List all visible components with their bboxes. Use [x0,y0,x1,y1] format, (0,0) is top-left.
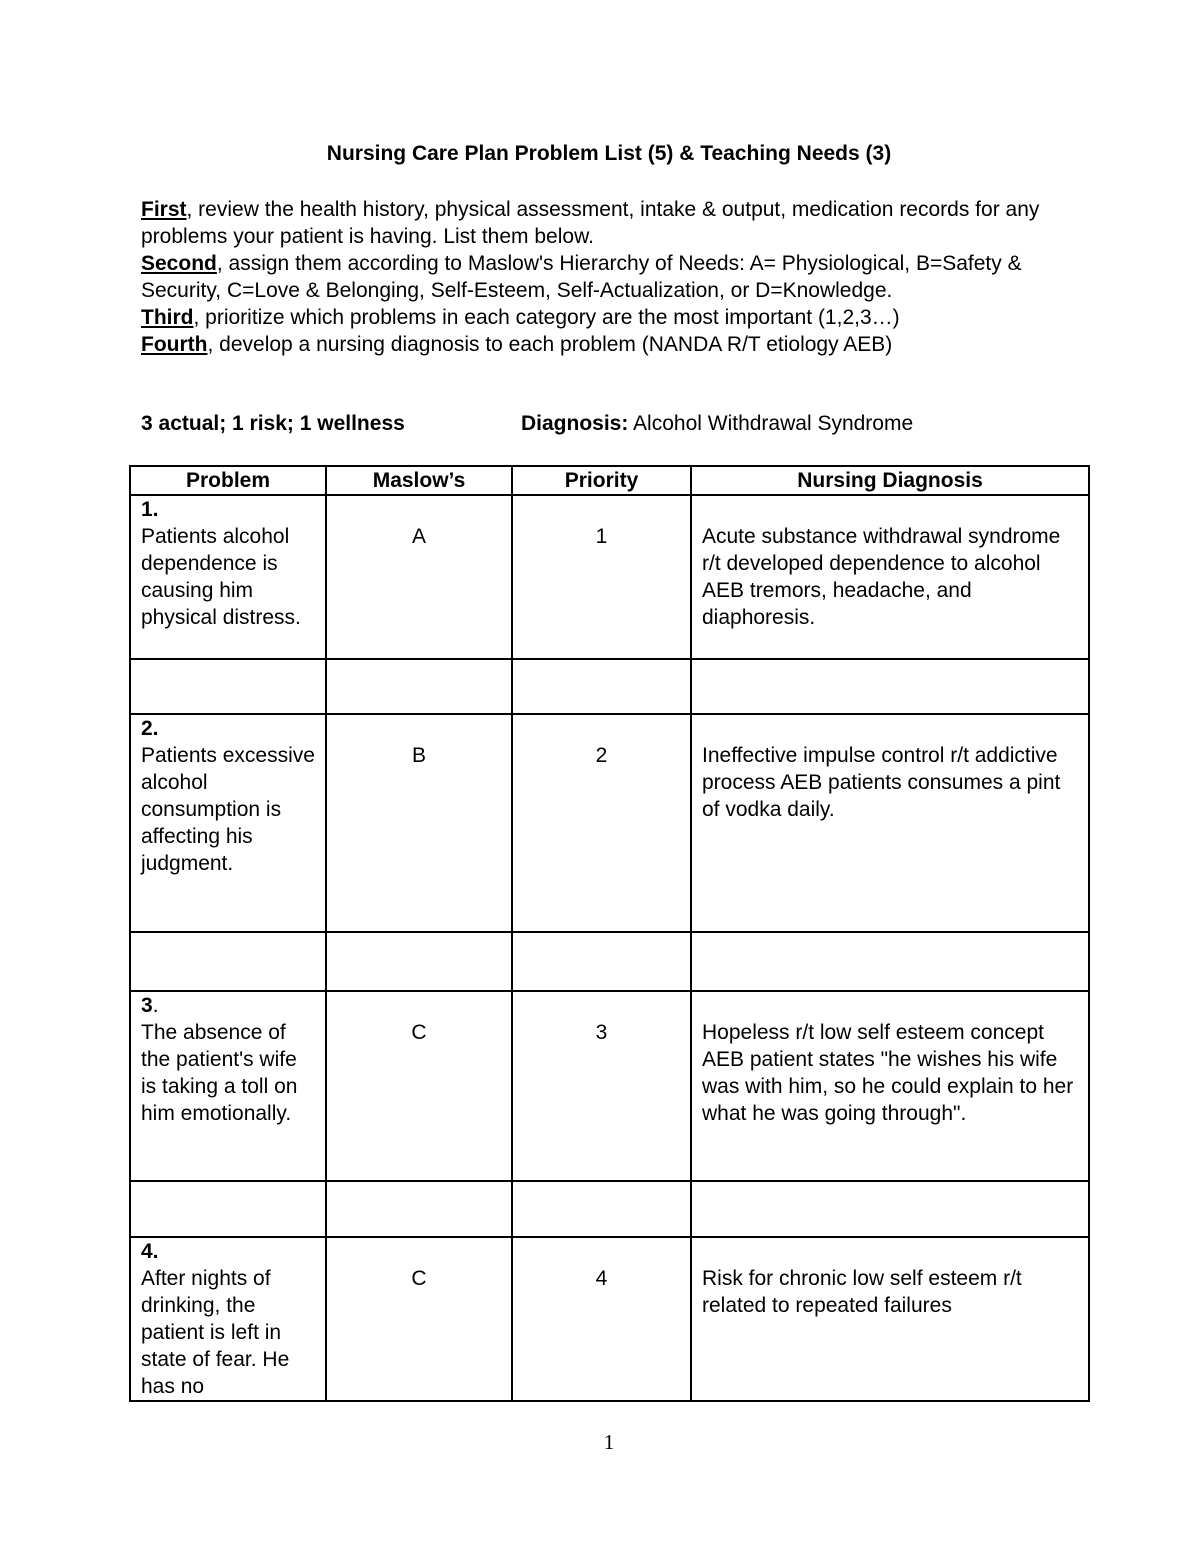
fourth-label: Fourth [141,333,208,356]
problem-number: 3 [141,994,153,1017]
spacer-row [130,1181,1089,1237]
instruction-first [141,196,1101,250]
diagnosis-cell: Ineffective impulse control r/t addictive process AEB patients consumes a pint of vodka daily. [691,714,1089,932]
instruction-third [141,304,1101,331]
diagnosis-cell: Hopeless r/t low self esteem concept AEB patient states "he wishes his wife was with him, so he could explain to her what he was going through". [691,991,1089,1181]
header-row [130,466,1089,495]
first-label: First [141,198,187,221]
maslow-cell: C [326,1237,512,1401]
priority-cell: 2 [512,714,691,932]
empty-cell [326,1181,512,1237]
summary-line [141,412,1101,436]
instruction-fourth [141,331,1101,358]
empty-cell [130,1181,326,1237]
problem-number: 1. [141,498,159,521]
priority-cell: 3 [512,991,691,1181]
problem-text: Patients excessive alcohol consumption is affecting his judgment. [141,744,315,875]
spacer-row [130,932,1089,991]
empty-cell [691,659,1089,714]
empty-cell [512,659,691,714]
diagnosis-summary [521,412,913,436]
third-label: Third [141,306,194,329]
second-label: Second [141,252,217,275]
problem-text: Patients alcohol dependence is causing him physical distress. [141,525,301,629]
maslow-cell: B [326,714,512,932]
problem-cell [130,991,326,1181]
fourth-text: , develop a nursing diagnosis to each problem (NANDA R/T etiology AEB) [207,333,893,356]
table-row [130,991,1089,1181]
first-text: , review the health history, physical assessment, intake & output, medication records for any problems your patient is having. List them below. [141,198,1040,248]
problem-number: 4. [141,1240,159,1263]
problem-cell [130,714,326,932]
header-problem: Problem [130,466,326,495]
empty-cell [512,932,691,991]
problem-number: 2. [141,717,159,740]
second-text: , assign them according to Maslow's Hierarchy of Needs: A= Physiological, B=Safety & Security, C=Love & Belonging, Self-Esteem, Self-Actualization, or D=Knowledge. [141,252,1022,302]
empty-cell [691,932,1089,991]
priority-cell: 4 [512,1237,691,1401]
table-row [130,1237,1089,1401]
diagnosis-cell: Acute substance withdrawal syndrome r/t developed dependence to alcohol AEB tremors, headache, and diaphoresis. [691,495,1089,659]
problem-cell [130,1237,326,1401]
problem-text: After nights of drinking, the patient is left in state of fear. He has no [141,1267,290,1398]
problem-number-suffix: . [152,994,159,1017]
priority-cell: 1 [512,495,691,659]
spacer-row [130,659,1089,714]
problem-cell [130,495,326,659]
empty-cell [512,1181,691,1237]
diagnosis-counts: 3 actual; 1 risk; 1 wellness [141,412,405,435]
maslow-cell: C [326,991,512,1181]
table-row [130,714,1089,932]
empty-cell [326,932,512,991]
problem-text: The absence of the patient's wife is taking a toll on him emotionally. [141,1021,298,1125]
diagnosis-label: Diagnosis: [521,412,629,435]
empty-cell [691,1181,1089,1237]
empty-cell [130,932,326,991]
instruction-second [141,250,1101,304]
empty-cell [130,659,326,714]
page-number: 1 [603,1430,615,1454]
page-title: Nursing Care Plan Problem List (5) & Teaching Needs (3) [326,142,892,165]
maslow-cell: A [326,495,512,659]
empty-cell [326,659,512,714]
header-maslow: Maslow’s [326,466,512,495]
instructions [141,196,1101,358]
third-text: , prioritize which problems in each category are the most important (1,2,3…) [193,306,900,329]
table-row [130,495,1089,659]
problem-number-line [141,992,315,1019]
diagnosis-value: Alcohol Withdrawal Syndrome [628,412,914,435]
header-priority: Priority [512,466,691,495]
diagnosis-cell: Risk for chronic low self esteem r/t related to repeated failures [691,1237,1089,1401]
header-nursing-diagnosis: Nursing Diagnosis [691,466,1089,495]
care-plan-table [129,465,1090,1402]
